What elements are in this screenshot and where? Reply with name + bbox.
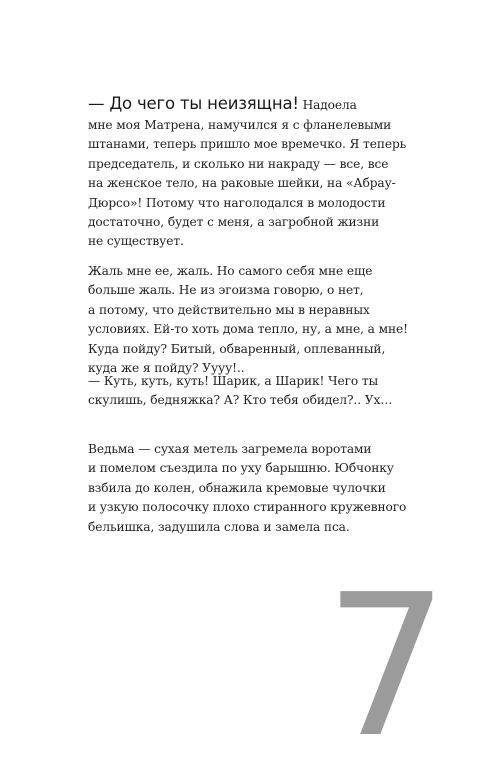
text-line: не существует.: [88, 234, 184, 249]
text-line: условиях. Ей-то хоть дома тепло, ну, а мне, а мне!: [88, 322, 408, 337]
text-line: штанами, теперь пришло мое времечко. Я теперь: [88, 137, 407, 152]
text-line: скулишь, бедняжка? А? Кто тебя обидел?.. Ух…: [88, 393, 393, 408]
text-line: [88, 93, 448, 116]
text-line: Куда пойду? Битый, обваренный, оплеванный,: [88, 341, 386, 356]
text-line: бельишка, задушила слова и замела пса.: [88, 519, 350, 534]
text-line: Жаль мне ее, жаль. Но самого себя мне еще: [88, 264, 373, 278]
text-line: взбила до колен, обнажила кремовые чулочки: [88, 480, 386, 495]
text-line: — Куть, куть, куть! Шарик, а Шарик! Чего ты: [88, 374, 379, 388]
text-line: на женское тело, на раковые шейки, на «Абрау-: [88, 176, 396, 191]
paragraph-3: [88, 372, 448, 411]
text-line: и помелом съездила по уху барышню. Юбчонку: [88, 461, 394, 476]
text-fragment: Надоела: [298, 98, 357, 112]
text-line: больше жаль. Не из эгоизма говорю, о нет,: [88, 283, 364, 298]
paragraph-4: [88, 440, 448, 537]
text-line: достаточно, будет с меня, а загробной жизни: [88, 215, 380, 230]
text-line: и узкую полосочку плохо стиранного кружевного: [88, 500, 407, 515]
text-line: председатель, и сколько ни накраду — все, все: [88, 156, 389, 171]
paragraph-1: [88, 93, 448, 252]
paragraph-2: [88, 262, 448, 378]
text-line: Дюрсо»! Потому что наголодался в молодости: [88, 195, 386, 210]
text-line: а потому, что действительно мы в неравных: [88, 302, 370, 317]
text-line: Ведьма — сухая метель загремела воротами: [88, 442, 372, 456]
page-number: 7: [324, 553, 449, 781]
lead-phrase: — До чего ты неизящна!: [88, 94, 299, 113]
text-line: куда же я пойду? Уууу!..: [88, 361, 245, 376]
text-line: мне моя Матрена, намучился я с фланелевыми: [88, 118, 392, 132]
